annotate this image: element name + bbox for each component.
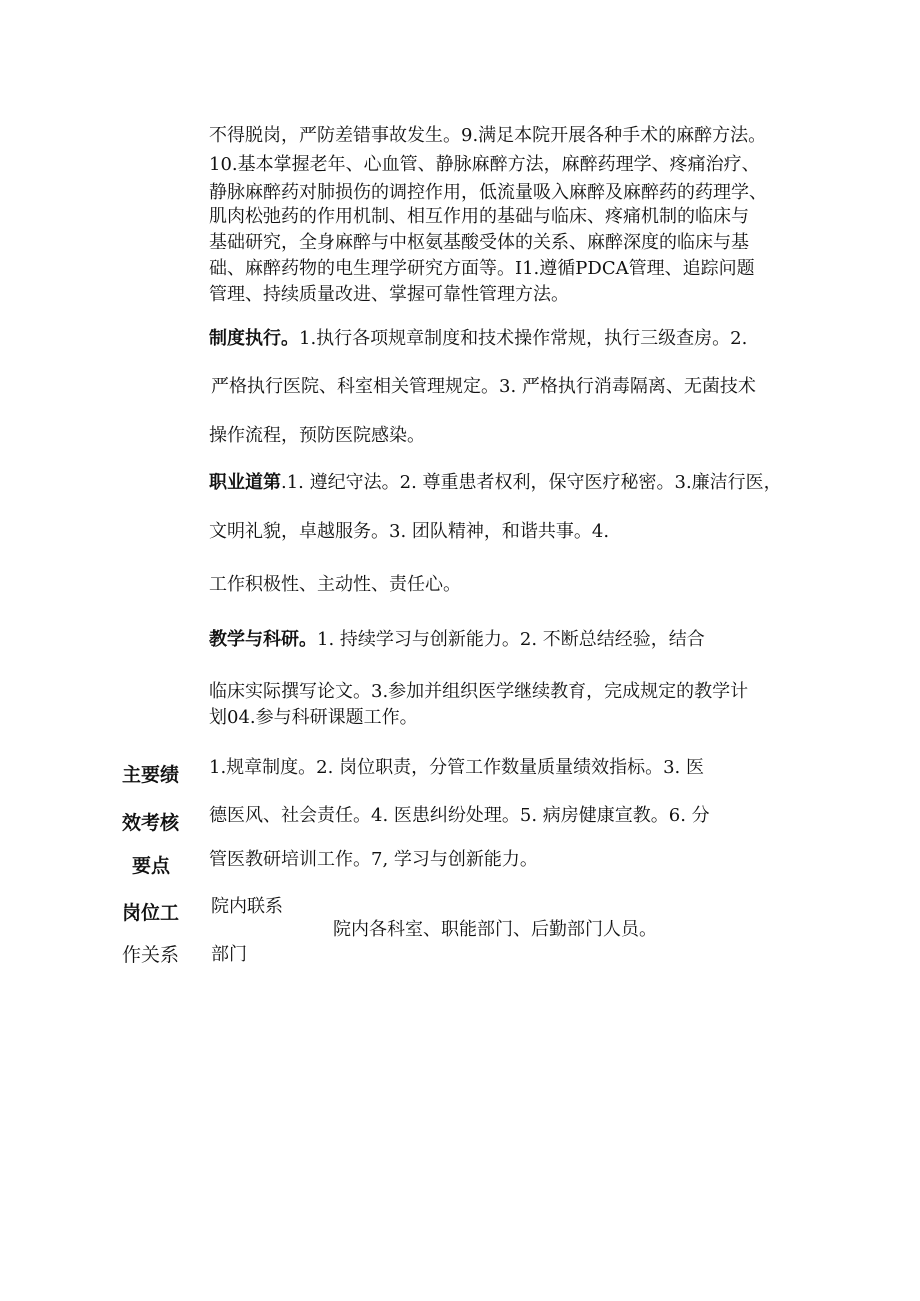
- teaching-research-line-3: 划04.参与科研课题工作。: [209, 707, 418, 728]
- intro-line-4: 肌肉松弛药的作用机制、相互作用的基础与临床、疼痛机制的临床与: [209, 206, 749, 227]
- system-execution-heading: 制度执行。: [209, 328, 299, 349]
- performance-line-1: 1.规章制度。2. 岗位职责，分管工作数量质量绩效指标。3. 医: [209, 757, 704, 778]
- teaching-research-text-1: 1. 持续学习与创新能力。2. 不断总结经验，结合: [317, 629, 705, 650]
- intro-line-3: 静脉麻醉药对肺损伤的调控作用，低流量吸入麻醉及麻醉药的药理学、: [209, 182, 767, 203]
- work-relations-label-line-2: 作关系: [122, 944, 180, 966]
- professional-ethics-line-1: [209, 471, 782, 495]
- system-execution-line-2: 严格执行医院、科室相关管理规定。3. 严格执行消毒隔离、无菌技术: [211, 376, 756, 397]
- work-relations-value: 院内各科室、职能部门、后勤部门人员。: [333, 919, 657, 940]
- work-relations-sub-label-line-2: 部门: [211, 944, 247, 965]
- system-execution-line-1: [209, 327, 747, 351]
- performance-label-line-2: 效考核: [122, 812, 180, 834]
- professional-ethics-text-1: .1. 遵纪守法。2. 尊重患者权利，保守医疗秘密。3.廉洁行医，: [281, 472, 782, 493]
- teaching-research-line-2: 临床实际撰写论文。3.参加并组织医学继续教育，完成规定的教学计: [209, 681, 749, 702]
- professional-ethics-line-3: 工作积极性、主动性、责任心。: [209, 574, 461, 595]
- performance-line-2: 德医风、社会责任。4. 医患纠纷处理。5. 病房健康宣教。6. 分: [209, 805, 710, 826]
- system-execution-text-1: 1.执行各项规章制度和技术操作常规，执行三级查房。2.: [299, 328, 748, 349]
- work-relations-sub-label-line-1: 院内联系: [211, 896, 283, 917]
- performance-label-line-1: 主要绩: [122, 764, 180, 786]
- professional-ethics-heading: 职业道第: [209, 472, 281, 493]
- intro-line-2: 10.基本掌握老年、心血管、静脉麻醉方法，麻醉药理学、疼痛治疗、: [209, 154, 760, 175]
- intro-line-6: 础、麻醉药物的电生理学研究方面等。I1.遵循PDCA管理、追踪问题: [209, 258, 755, 279]
- performance-line-3: 管医教研培训工作。7, 学习与创新能力。: [209, 849, 538, 870]
- teaching-research-heading: 教学与科研。: [209, 629, 317, 650]
- intro-line-1: 不得脱岗，严防差错事故发生。9.满足本院开展各种手术的麻醉方法。: [209, 125, 767, 146]
- work-relations-label-line-1: 岗位工: [122, 902, 180, 924]
- intro-line-5: 基础研究，全身麻醉与中枢氨基酸受体的关系、麻醉深度的临床与基: [209, 232, 749, 253]
- performance-label-line-3: 要点: [132, 855, 171, 877]
- intro-line-7: 管理、持续质量改进、掌握可靠性管理方法。: [209, 284, 569, 305]
- system-execution-line-3: 操作流程，预防医院感染。: [209, 425, 425, 446]
- professional-ethics-line-2: 文明礼貌，卓越服务。3. 团队精神，和谐共事。4.: [209, 521, 610, 542]
- teaching-research-line-1: [209, 628, 705, 652]
